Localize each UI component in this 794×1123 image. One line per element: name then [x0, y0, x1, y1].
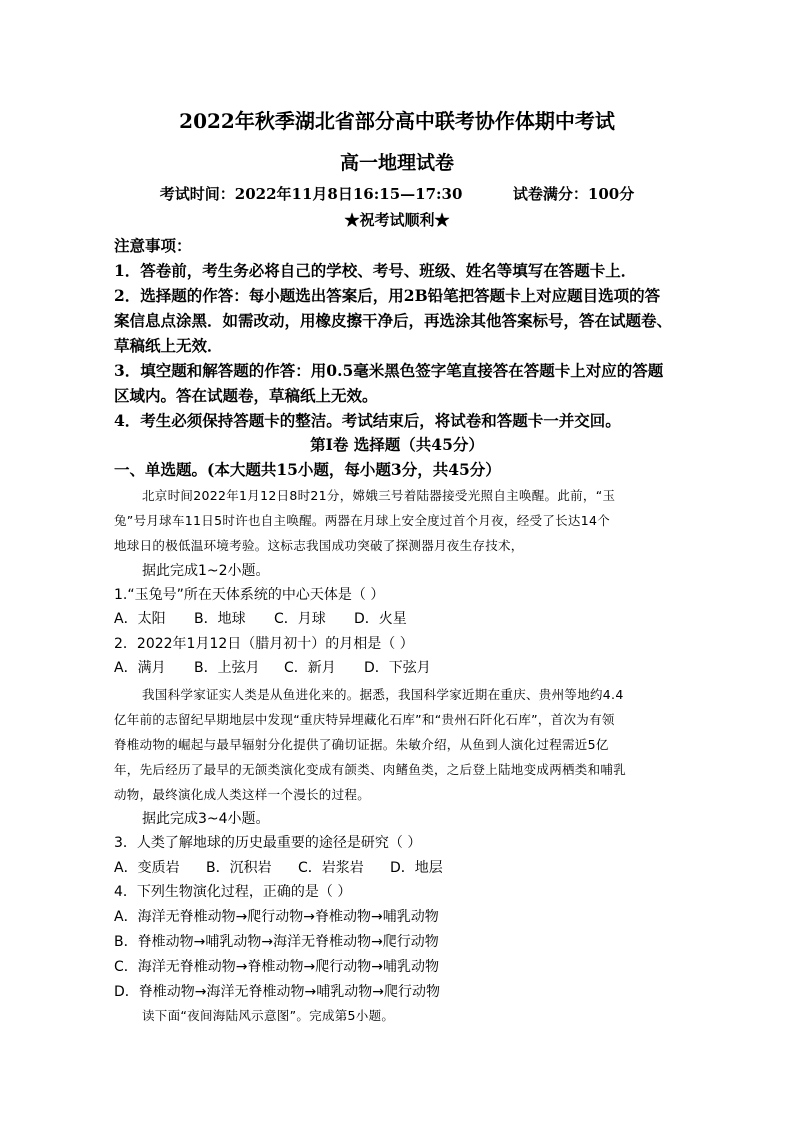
q2-options	[114, 657, 431, 677]
full-score: 试卷满分：100分	[512, 185, 635, 203]
option[interactable]: A．变质岩	[114, 860, 180, 876]
passage1-line: 地球日的极低温环境考验。这标志我国成功突破了探测器月夜生存技术，	[114, 538, 524, 553]
option[interactable]: C．新月	[284, 660, 336, 676]
option[interactable]: C．月球	[274, 611, 326, 627]
option[interactable]: B．脊椎动物→哺乳动物→海洋无脊椎动物→爬行动物	[114, 934, 439, 950]
option[interactable]: D．火星	[354, 611, 407, 627]
exam-meta	[0, 183, 794, 204]
q3-stem: 3．人类了解地球的历史最重要的途径是研究（ ）	[114, 835, 422, 851]
option[interactable]: D．地层	[390, 860, 443, 876]
part1-heading: 第Ⅰ卷 选择题（共45分）	[310, 435, 484, 454]
q5-intro: 读下面“夜间海陆风示意图”。完成第5小题。	[142, 1008, 395, 1023]
q2-stem: 2．2022年1月12日（腊月初十）的月相是（ ）	[114, 636, 414, 652]
note-line: 1．答卷前，考生务必将自己的学校、考号、班级、姓名等填写在答题卡上．	[114, 261, 637, 280]
option[interactable]: B．地球	[194, 611, 246, 627]
passage1-line: 兔”号月球车11日5时许也自主唤醒。两器在月球上安全度过首个月夜，经受了长达14个	[114, 513, 611, 528]
option[interactable]: A．满月	[114, 660, 166, 676]
passage2-line: 动物，最终演化成人类这样一个漫长的过程。	[114, 787, 371, 802]
passage1-prompt: 据此完成1~2小题。	[142, 563, 270, 579]
notes-heading: 注意事项：	[114, 236, 192, 255]
q3-options	[114, 857, 443, 877]
option[interactable]: C．岩浆岩	[298, 860, 364, 876]
note-line: 案信息点涂黑．如需改动，用橡皮擦干净后，再选涂其他答案标号，答在试题卷、	[114, 311, 673, 330]
passage2-prompt: 据此完成3~4小题。	[142, 811, 270, 827]
option[interactable]: A．太阳	[114, 611, 166, 627]
exam-time: 考试时间：2022年11月8日16:15—17:30	[159, 185, 463, 203]
passage2-line: 年，先后经历了最早的无颌类演化变成有颌类、肉鳍鱼类，之后登上陆地变成两栖类和哺乳	[114, 762, 627, 777]
exam-wish: ★祝考试顺利★	[344, 211, 450, 229]
exam-title: 2022年秋季湖北省部分高中联考协作体期中考试	[179, 109, 615, 133]
option[interactable]: A．海洋无脊椎动物→爬行动物→脊椎动物→哺乳动物	[114, 909, 439, 925]
note-line: 区域内。答在试题卷，草稿纸上无效。	[114, 386, 378, 405]
note-line: 草稿纸上无效．	[114, 336, 223, 355]
passage2-line: 我国科学家证实人类是从鱼进化来的。据悉，我国科学家近期在重庆、贵州等地约4.4	[142, 687, 624, 702]
option[interactable]: B．沉积岩	[206, 860, 272, 876]
note-line: 4．考生必须保持答题卡的整洁。考试结束后，将试卷和答题卡一并交回。	[114, 411, 621, 430]
option[interactable]: D．下弦月	[364, 660, 431, 676]
option[interactable]: C．海洋无脊椎动物→脊椎动物→爬行动物→哺乳动物	[114, 959, 439, 975]
q1-stem: 1.“玉兔号”所在天体系统的中心天体是（ ）	[114, 587, 385, 603]
passage1-line: 北京时间2022年1月12日8时21分，嫦娥三号着陆器接受光照自主唤醒。此前，“玉	[142, 488, 616, 503]
option[interactable]: B．上弦月	[194, 660, 260, 676]
exam-subtitle: 高一地理试卷	[339, 152, 454, 174]
q4-stem: 4．下列生物演化过程，正确的是（ ）	[114, 884, 352, 900]
passage2-line: 亿年前的志留纪早期地层中发现“重庆特异埋藏化石库”和“贵州石阡化石库”，首次为有领	[114, 712, 615, 727]
q1-options	[114, 608, 407, 628]
section-heading: 一、单选题。(本大题共15小题，每小题3分，共45分）	[114, 460, 501, 479]
option[interactable]: D．脊椎动物→海洋无脊椎动物→哺乳动物→爬行动物	[114, 984, 440, 1000]
passage2-line: 脊椎动物的崛起与最早辐射分化提供了确切证据。朱敏介绍，从鱼到人演化过程需近5亿	[114, 737, 609, 752]
note-line: 2．选择题的作答：每小题选出答案后，用2B铅笔把答题卡上对应题目选项的答	[114, 286, 661, 305]
note-line: 3．填空题和解答题的作答：用0.5毫米黑色签字笔直接答在答题卡上对应的答题	[114, 361, 664, 380]
